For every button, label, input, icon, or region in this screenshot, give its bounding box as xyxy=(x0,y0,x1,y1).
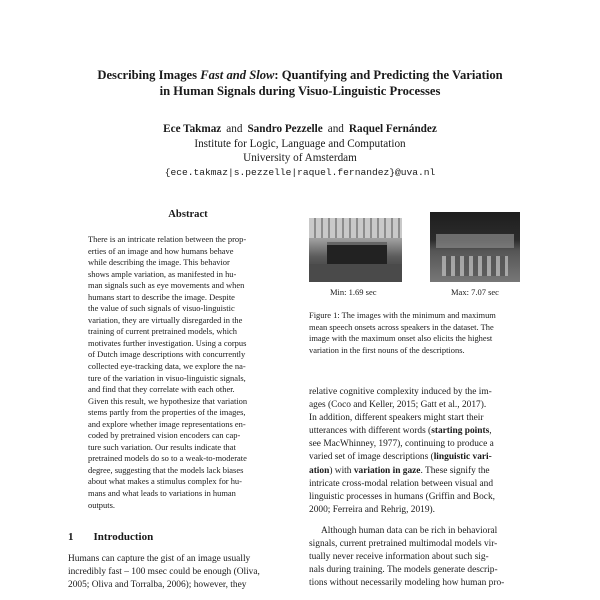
text-run: ) with xyxy=(329,465,354,476)
body-line xyxy=(309,491,541,504)
abstract-line: and explore whether image representations en- xyxy=(88,418,246,429)
author-name: Sandro Pezzelle xyxy=(247,123,323,135)
caption-line: image with the maximum onset also elicits the highest xyxy=(309,333,493,344)
text-run: , xyxy=(489,426,492,437)
figure-image-min-onset xyxy=(309,218,402,282)
body-line xyxy=(309,438,541,451)
body-line: tions without necessarily modeling how human pro- xyxy=(309,578,505,589)
figure-subcaption-min: Min: 1.69 sec xyxy=(330,287,377,297)
body-line xyxy=(309,412,541,425)
abstract-line: There is an intricate relation between the prop- xyxy=(88,234,247,244)
author-emails: {ece.takmaz|s.pezzelle|raquel.fernandez}@uva.nl xyxy=(164,166,436,178)
text-run: In addition, different speakers might start their xyxy=(309,413,484,424)
bold-term: linguistic vari- xyxy=(433,452,492,463)
text-run: 2000; Ferreira and Rehrig, 2019). xyxy=(309,504,436,515)
abstract-line: erties of an image and how humans behave xyxy=(88,245,234,256)
bold-term: variation in gaze xyxy=(353,465,421,476)
abstract-line: degree, suggesting that the models lack biases xyxy=(88,464,244,475)
body-line xyxy=(309,386,541,399)
author-separator: and xyxy=(327,123,344,135)
author-names xyxy=(40,122,560,137)
abstract-line: outputs. xyxy=(88,499,115,510)
text-run: ages (Coco and Keller, 2015; Gatt et al., 2017). xyxy=(309,400,487,411)
abstract-line: and find that they correlate with each other. xyxy=(88,384,235,395)
abstract-line: coded by pretrained vision encoders can cap- xyxy=(88,430,241,441)
figure-subcaption-max: Max: 7.07 sec xyxy=(451,287,499,297)
body-line xyxy=(309,451,541,464)
author-name: Ece Takmaz xyxy=(163,123,222,135)
affiliation: Institute for Logic, Language and Computation xyxy=(194,137,406,150)
abstract-line: the value of such signals of visuo-linguistic xyxy=(88,303,235,314)
abstract-line: humans start to describe the image. Despite xyxy=(88,291,235,302)
body-line: tually never receive information about such sig- xyxy=(309,552,489,563)
body-line: nals during training. The models generate descrip- xyxy=(309,565,498,576)
right-column-body xyxy=(309,386,541,590)
body-line xyxy=(309,478,541,491)
section-heading-introduction xyxy=(68,531,153,543)
abstract-line: training of current pretrained models, which xyxy=(88,326,238,337)
figure-caption xyxy=(309,310,541,357)
title-fragment: in Human Signals during Visuo-Linguistic Processes xyxy=(159,84,441,98)
caption-line: variation in the first nouns of the descriptions. xyxy=(309,345,465,356)
text-run: intricate cross-modal relation between visual and xyxy=(309,478,494,489)
body-line: Humans can capture the gist of an image usually xyxy=(68,554,251,564)
abstract-line: while describing the image. This behavior xyxy=(88,257,230,268)
abstract-line: Given this result, we hypothesize that variation xyxy=(88,395,248,406)
body-line xyxy=(309,425,541,438)
paragraph-gap xyxy=(309,517,541,525)
text-run: see MacWhinney, 1977), continuing to produce a xyxy=(309,439,494,450)
body-line xyxy=(309,465,541,478)
paper-title xyxy=(40,67,560,99)
abstract-line: of Dutch image descriptions with concurrently xyxy=(88,349,246,360)
title-line xyxy=(40,83,560,99)
body-line xyxy=(309,399,541,412)
title-line xyxy=(40,67,560,83)
body-line: incredibly fast – 100 msec could be enough (Oliva, xyxy=(68,567,260,578)
abstract-line: motivates further investigation. Using a corpus xyxy=(88,337,247,348)
abstract-line: ture of the variation in visuo-linguistic signals, xyxy=(88,372,246,383)
caption-line: mean speech onsets across speakers in the dataset. The xyxy=(309,321,494,332)
bold-term: starting points xyxy=(431,426,490,437)
title-fragment: Fast and Slow xyxy=(200,68,275,82)
abstract-line: ture such variation. Our results indicate that xyxy=(88,441,236,452)
author-block xyxy=(40,122,560,180)
abstract-heading: Abstract xyxy=(168,209,208,220)
abstract-line: stems partly from the properties of the images, xyxy=(88,407,246,418)
bold-term: ation xyxy=(309,465,330,476)
abstract-line: shows ample variation, as manifested in hu- xyxy=(88,268,237,279)
title-fragment: Describing Images xyxy=(97,68,201,82)
author-name: Raquel Fernández xyxy=(348,123,437,135)
author-separator: and xyxy=(226,123,243,135)
text-run: linguistic processes in humans (Griffin and Bock, xyxy=(309,491,495,502)
text-run: . These signify the xyxy=(420,465,490,476)
abstract-line: variation, they are virtually disregarded in the xyxy=(88,314,243,325)
abstract-line: pretrained models do so to a weak-to-moderate xyxy=(88,453,247,464)
abstract-line: collected eye-tracking data, we explore the na- xyxy=(88,361,246,372)
abstract-body xyxy=(88,234,293,511)
title-fragment: : Quantifying and Predicting the Variation xyxy=(274,68,503,82)
body-line: signals, current pretrained multimodal models vir- xyxy=(309,539,498,550)
text-run: varied set of image descriptions ( xyxy=(309,452,434,463)
text-run: relative cognitive complexity induced by the im- xyxy=(309,387,492,397)
section-title: Introduction xyxy=(93,531,154,543)
introduction-body xyxy=(68,553,303,593)
body-line: 2005; Oliva and Torralba, 2006); however, they xyxy=(68,580,247,591)
section-number: 1 xyxy=(68,531,74,543)
abstract-line: mans and what leads to variations in human xyxy=(88,488,236,499)
text-run: utterances with different words ( xyxy=(309,426,432,437)
body-line xyxy=(309,504,541,517)
body-line: Although human data can be rich in behavioral xyxy=(321,525,498,536)
figure-image-max-onset xyxy=(430,212,520,282)
abstract-line: man signals such as eye movements and when xyxy=(88,280,245,291)
university: University of Amsterdam xyxy=(243,152,357,164)
abstract-line: about what makes a stimulus complex for hu- xyxy=(88,476,242,487)
caption-line: Figure 1: The images with the minimum and maximum xyxy=(309,310,496,320)
